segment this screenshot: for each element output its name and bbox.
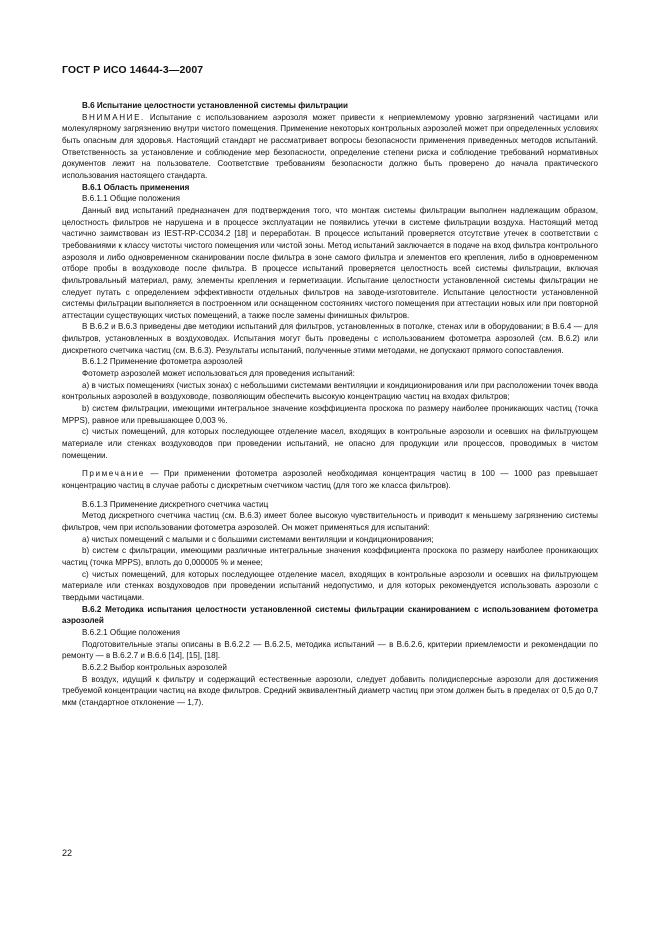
list-item: b) систем с фильтрации, имеющими различные интегральные значения коэффициента проскока по размеру наиболее проникающих частиц (точка MPPS), вплоть до 0,000005 % и менее; [62, 546, 598, 567]
section-b61-title: В.6.1 Область применения [82, 182, 190, 192]
document-header: ГОСТ Р ИСО 14644-3—2007 [62, 64, 204, 76]
list-item: с) чистых помещений, для которых последующее отделение масел, входящих в контрольные аэрозоли и осевших на фильтрующем материале или стенках воздуховодов при проведении испытаний, не опасно для продукции или процессов, проводимых в чистом помещении. [62, 427, 598, 460]
list-item: с) чистых помещений, для которых последующее отделение масел, входящих в контрольные аэрозоли и осевших на фильтрующем материале или стенках воздуховодов при проведении испытаний недопустимо, и для которых рекомендуется использовать аэрозоли с твердыми частицами. [62, 569, 598, 602]
paragraph: В В.6.2 и В.6.3 приведены две методики испытаний для фильтров, установленных в потолке, стенах или в оборудовании; в В.6.4 — для фильтров, установленных в воздуховодах. Испытания могут быть проведены с использованием фотометра аэрозолей (см. В.6.2) или дискретного счетчика частиц (см. В.6.3). Результаты испытаний, полученные этими методами, не допускают прямого сопоставления. [62, 322, 598, 355]
paragraph: Фотометр аэрозолей может использоваться для проведения испытаний: [82, 369, 355, 379]
subsection-b621-title: В.6.2.1 Общие положения [82, 627, 180, 637]
paragraph: Подготовительные этапы описаны в В.6.2.2 — В.6.2.5, методика испытаний — в В.6.2.6, критерии приемлемости и рекомендации по ремонту — в В.6.2.7 и В.6.6 [14], [15], [18]. [62, 639, 598, 661]
subsection-b612-title: В.6.1.2 Применение фотометра аэрозолей [82, 357, 243, 367]
paragraph: Метод дискретного счетчика частиц (см. В.6.3) имеет более высокую чувствительность и приводит к меньшему загрязнению системы фильтров, чем при использовании фотометра аэрозолей. Он может применяться для испытаний: [62, 511, 598, 532]
note-text: — При применении фотометра аэрозолей необходимая концентрация частиц в 100 — 1000 раз превышает концентрацию частиц в случае работы с дискретным счетчиком частиц (для того же класса фильтров). [62, 469, 598, 490]
list-item: а) чистых помещений с малыми и с большими системами вентиляции и кондиционирования; [82, 534, 434, 544]
subsection-b622-title: В.6.2.2 Выбор контрольных аэрозолей [82, 662, 227, 672]
document-body [62, 100, 598, 708]
section-b6-title: В.6 Испытание целостности установленной системы фильтрации [82, 101, 349, 110]
subsection-b613-title: В.6.1.3 Применение дискретного счетчика частиц [82, 499, 269, 509]
page-number: 22 [62, 848, 73, 858]
note-label: Примечание [82, 469, 145, 479]
list-item: а) в чистых помещениях (чистых зонах) с небольшими системами вентиляции и кондиционирования или при расположении точек ввода контрольных аэрозолей в воздуховоде, позволяющим обеспечить высокую концентрацию частиц на входах фильтров; [62, 380, 598, 402]
warning-text: Испытание с использованием аэрозоля может привести к неприемлемому уровню загрязнений частицами или молекулярному загрязнению внутри чистого помещения. Применение некоторых контрольных аэрозолей может при определенных условиях быть опасным для здоровья. Настоящий стандарт не рассматривает вопросы безопасности применения приведенных методов испытаний. Ответственность за установление и соблюдение мер безопасности, определение степени риска и соблюдение требований нормативных документов лежит на пользователе. Соответствие требованиям безопасности должно быть проверено до начала практического использования настоящего стандарта. [62, 112, 598, 180]
subsection-b611-title: В.6.1.1 Общие положения [82, 194, 180, 204]
paragraph: Данный вид испытаний предназначен для подтверждения того, что монтаж системы фильтрации выполнен надлежащим образом, целостность фильтров не нарушена и в процессе эксплуатации не появились утечки в системе фильтрации воздуха. Настоящий метод частично заимствован из IEST-RP-CC034.2 [18] и переработан. В процессе испытаний проверяется отсутствие утечек в соответствии с требованиями к классу чистоты чистого помещения или чистой зоны. Метод испытаний заключается в подаче на вход фильтра контрольного аэрозоля и либо одновременном сканировании после фильтра в зоне самого фильтра и элементов его крепления, либо в одновременном отборе пробы в воздуховоде после фильтра. В процессе испытаний проверяется целостность всей системы фильтрации, включая фильтровальный материал, раму, элементы крепления и герметизации. Испытание целостности установленной системы фильтрации не следует путать с определением эффективности отдельных фильтров на заводе-изготовителе. Испытание целостности установленной системы фильтрации выполняется в построенном или оснащенном состояниях чистого помещения при аттестации новых или при повторной аттестации существующих чистых помещений, а также после замены финишных фильтров. [62, 205, 598, 320]
warning-paragraph [62, 112, 598, 182]
warning-label: ВНИМАНИЕ. [82, 112, 145, 122]
note-paragraph [62, 468, 598, 491]
list-item: b) систем фильтрации, имеющими интегральное значение коэффициента проскока по размеру наиболее проникающих частиц (точка MPPS), равное или превышающее 0,003 %. [62, 404, 598, 425]
paragraph: В воздух, идущий к фильтру и содержащий естественные аэрозоли, следует добавить полидисперсные аэрозоли для достижения требуемой концентрации частиц на входе фильтров. Средний эквивалентный диаметр частиц при этом должен быть в пределах от 0,5 до 0,7 мкм (стандартное отклонение — 1,7). [62, 674, 598, 707]
section-b62-title: В.6.2 Методика испытания целостности установленной системы фильтрации сканированием с использованием фотометра аэрозолей [62, 604, 598, 626]
